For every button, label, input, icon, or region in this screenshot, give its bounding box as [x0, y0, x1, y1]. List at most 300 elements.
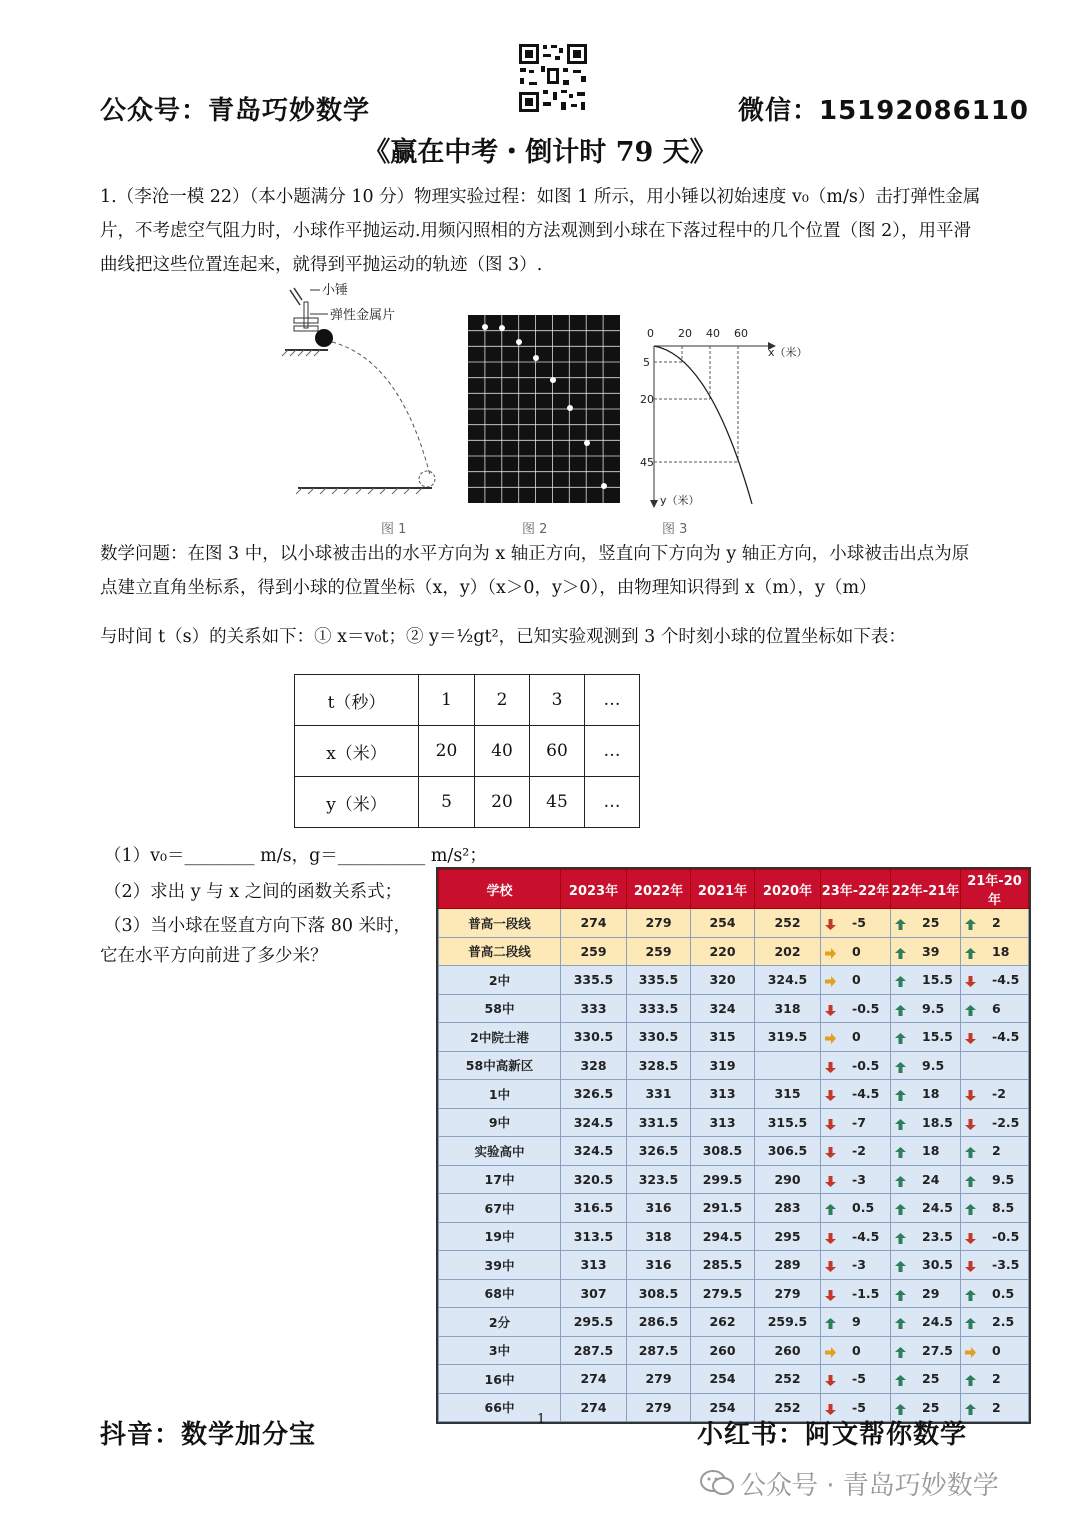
- diff-value: 18: [992, 943, 1010, 959]
- cell-school: 19中: [439, 1222, 561, 1251]
- table-row: y（米） 5 20 45 …: [295, 777, 640, 828]
- arrow-up-icon: [895, 1118, 906, 1129]
- cell-diff: [891, 1194, 961, 1223]
- cell-diff: [821, 1365, 891, 1394]
- cell-y22: 333.5: [627, 994, 691, 1023]
- score-table-header: 23年-22年: [821, 870, 891, 909]
- figure-3: [640, 322, 810, 512]
- diff-value: -5: [852, 915, 866, 931]
- cell-diff: [961, 1023, 1029, 1052]
- problem-relation: 与时间 t（s）的关系如下：① x＝v₀t；② y＝½gt²，已知实验观测到 3 个时刻小球的位置坐标如下表：: [100, 627, 906, 647]
- table-row: [439, 1051, 1029, 1080]
- arrow-down-icon: [825, 1146, 836, 1157]
- arrow-down-icon: [825, 1232, 836, 1243]
- cell-diff: [961, 1165, 1029, 1194]
- cell-y21: 279.5: [691, 1279, 755, 1308]
- cell-y20: 295: [755, 1222, 821, 1251]
- arrow-down-icon: [825, 1118, 836, 1129]
- cell-diff: [891, 1023, 961, 1052]
- score-table: [436, 867, 1031, 1424]
- arrow-up-icon: [965, 1004, 976, 1015]
- diff-value: 18.5: [922, 1114, 953, 1130]
- table-row: x（米） 20 40 60 …: [295, 726, 640, 777]
- table-row: [439, 1165, 1029, 1194]
- cell-diff: [891, 909, 961, 938]
- cell-y22: 316: [627, 1251, 691, 1280]
- cell-diff: [961, 1393, 1029, 1422]
- diff-value: 18: [922, 1086, 940, 1102]
- score-table-header: 2022年: [627, 870, 691, 909]
- cell-diff: [891, 1365, 961, 1394]
- fig3-y-tick: 5: [643, 356, 650, 369]
- cell-y20: 252: [755, 1393, 821, 1422]
- footer-right: 小红书：阿文帮你数学: [697, 1420, 968, 1450]
- arrow-up-icon: [965, 1175, 976, 1186]
- diff-value: 27.5: [922, 1342, 953, 1358]
- cell-y21: 308.5: [691, 1137, 755, 1166]
- cell-y21: 220: [691, 937, 755, 966]
- cell-y20: [755, 1051, 821, 1080]
- diff-value: -4.5: [992, 972, 1020, 988]
- cell-y20: 318: [755, 994, 821, 1023]
- diff-value: -4.5: [852, 1086, 880, 1102]
- arrow-down-icon: [965, 1089, 976, 1100]
- arrow-up-icon: [895, 1346, 906, 1357]
- cell-y20: 315: [755, 1080, 821, 1109]
- cell-y21: 254: [691, 1365, 755, 1394]
- cell-diff: [891, 1279, 961, 1308]
- diff-value: 0: [852, 1342, 861, 1358]
- score-table-header: 22年-21年: [891, 870, 961, 909]
- arrow-down-icon: [825, 1289, 836, 1300]
- arrow-up-icon: [895, 1289, 906, 1300]
- cell-y23: 324.5: [561, 1137, 627, 1166]
- diff-value: -3.5: [992, 1257, 1020, 1273]
- cell-y22: 316: [627, 1194, 691, 1223]
- cell-diff: [821, 1251, 891, 1280]
- cell-y22: 328.5: [627, 1051, 691, 1080]
- cell-diff: [891, 1137, 961, 1166]
- cell-y23: 316.5: [561, 1194, 627, 1223]
- diff-value: 2.5: [992, 1314, 1015, 1330]
- cell-y23: 330.5: [561, 1023, 627, 1052]
- cell-y23: 295.5: [561, 1308, 627, 1337]
- arrow-up-icon: [895, 1089, 906, 1100]
- cell-y20: 306.5: [755, 1137, 821, 1166]
- cell-y21: 294.5: [691, 1222, 755, 1251]
- diff-value: 25: [922, 1399, 940, 1415]
- cell-y22: 335.5: [627, 966, 691, 995]
- question-2: （2）求出 y 与 x 之间的函数关系式；: [104, 882, 403, 902]
- cell-y23: 307: [561, 1279, 627, 1308]
- header-right: 微信：15192086110: [738, 96, 1029, 126]
- cell-school: 39中: [439, 1251, 561, 1280]
- diff-value: 0.5: [852, 1200, 875, 1216]
- cell-y20: 315.5: [755, 1108, 821, 1137]
- cell-y23: 333: [561, 994, 627, 1023]
- cell-y20: 279: [755, 1279, 821, 1308]
- cell-y21: 260: [691, 1336, 755, 1365]
- cell-diff: [821, 909, 891, 938]
- diff-value: 9.5: [992, 1171, 1015, 1187]
- page-title: 《赢在中考・倒计时 79 天》: [363, 137, 717, 168]
- diff-value: 0: [852, 943, 861, 959]
- cell-y21: 299.5: [691, 1165, 755, 1194]
- cell-y22: 318: [627, 1222, 691, 1251]
- arrow-right-icon: [825, 1032, 836, 1043]
- fig3-y-label: y（米）: [660, 494, 700, 507]
- arrow-up-icon: [895, 1260, 906, 1271]
- arrow-up-icon: [965, 947, 976, 958]
- arrow-up-icon: [965, 1146, 976, 1157]
- cell-y21: 319: [691, 1051, 755, 1080]
- arrow-down-icon: [825, 1089, 836, 1100]
- cell-school: 68中: [439, 1279, 561, 1308]
- diff-value: -5: [852, 1399, 866, 1415]
- arrow-up-icon: [895, 918, 906, 929]
- fig3-x-label: x（米）: [768, 346, 808, 359]
- data-table: [294, 674, 640, 828]
- cell-y21: 324: [691, 994, 755, 1023]
- cell-y22: 331: [627, 1080, 691, 1109]
- diff-value: 18: [922, 1143, 940, 1159]
- cell-school: 58中: [439, 994, 561, 1023]
- arrow-up-icon: [895, 1317, 906, 1328]
- cell-diff: [961, 909, 1029, 938]
- arrow-up-icon: [965, 1403, 976, 1414]
- score-table-header: 2020年: [755, 870, 821, 909]
- cell-diff: [821, 1023, 891, 1052]
- diff-value: 24: [922, 1171, 940, 1187]
- cell-school: 3中: [439, 1336, 561, 1365]
- figure-2: [468, 315, 620, 503]
- cell-diff: [821, 1194, 891, 1223]
- cell-y20: 290: [755, 1165, 821, 1194]
- cell-y21: 315: [691, 1023, 755, 1052]
- diff-value: 2: [992, 915, 1001, 931]
- cell-diff: [821, 1108, 891, 1137]
- arrow-up-icon: [965, 918, 976, 929]
- arrow-down-icon: [825, 1260, 836, 1271]
- cell-diff: [961, 1336, 1029, 1365]
- cell-diff: [961, 1279, 1029, 1308]
- cell-y22: 286.5: [627, 1308, 691, 1337]
- diff-value: -7: [852, 1114, 866, 1130]
- cell-school: 16中: [439, 1365, 561, 1394]
- arrow-down-icon: [965, 975, 976, 986]
- cell-y21: 313: [691, 1080, 755, 1109]
- cell-school: 9中: [439, 1108, 561, 1137]
- cell-y20: 202: [755, 937, 821, 966]
- cell-y20: 252: [755, 1365, 821, 1394]
- watermark: [700, 1465, 999, 1504]
- cell-y20: 319.5: [755, 1023, 821, 1052]
- cell-diff: [961, 937, 1029, 966]
- cell-diff: [821, 1222, 891, 1251]
- fig3-x-tick: 0: [647, 327, 654, 340]
- cell-y22: 279: [627, 909, 691, 938]
- diff-value: 23.5: [922, 1228, 953, 1244]
- diff-value: 0: [992, 1342, 1001, 1358]
- cell-school: 普高二段线: [439, 937, 561, 966]
- fig1-label-plate: 弹性金属片: [330, 308, 396, 323]
- cell-y23: 328: [561, 1051, 627, 1080]
- cell-y22: 323.5: [627, 1165, 691, 1194]
- table-row: [439, 994, 1029, 1023]
- arrow-down-icon: [965, 1118, 976, 1129]
- arrow-up-icon: [895, 1061, 906, 1072]
- diff-value: -2: [992, 1086, 1006, 1102]
- diff-value: -3: [852, 1257, 866, 1273]
- cell-diff: [891, 1108, 961, 1137]
- arrow-down-icon: [825, 1004, 836, 1015]
- cell-y22: 330.5: [627, 1023, 691, 1052]
- cell-diff: [821, 994, 891, 1023]
- diff-value: -0.5: [992, 1228, 1020, 1244]
- cell-diff: [821, 937, 891, 966]
- cell-diff: [891, 1051, 961, 1080]
- cell-y20: 324.5: [755, 966, 821, 995]
- cell-diff: [961, 1365, 1029, 1394]
- cell-y23: 287.5: [561, 1336, 627, 1365]
- table-row: t（秒） 1 2 3 …: [295, 675, 640, 726]
- cell-diff: [891, 1251, 961, 1280]
- arrow-up-icon: [965, 1289, 976, 1300]
- watermark-text: 公众号 · 青岛巧妙数学: [740, 1471, 999, 1501]
- arrow-up-icon: [895, 975, 906, 986]
- arrow-down-icon: [965, 1232, 976, 1243]
- cell-y22: 287.5: [627, 1336, 691, 1365]
- caption-fig2: 图 2: [522, 522, 548, 537]
- arrow-right-icon: [825, 947, 836, 958]
- cell-diff: [961, 1308, 1029, 1337]
- table-row: [439, 937, 1029, 966]
- score-table-header: 2021年: [691, 870, 755, 909]
- table-row: [439, 1251, 1029, 1280]
- diff-value: 9: [852, 1314, 861, 1330]
- page-number: 1: [537, 1412, 546, 1427]
- arrow-up-icon: [825, 1203, 836, 1214]
- footer-left: 抖音：数学加分宝: [100, 1420, 317, 1450]
- diff-value: 39: [922, 943, 940, 959]
- diff-value: 25: [922, 1371, 940, 1387]
- cell-y21: 313: [691, 1108, 755, 1137]
- diff-value: 2: [992, 1143, 1001, 1159]
- cell-school: 17中: [439, 1165, 561, 1194]
- qr-code: [517, 42, 589, 114]
- arrow-up-icon: [895, 1232, 906, 1243]
- cell-y20: 259.5: [755, 1308, 821, 1337]
- table-row: [439, 1108, 1029, 1137]
- table-row: [439, 1080, 1029, 1109]
- cell-school: 2分: [439, 1308, 561, 1337]
- diff-value: 24.5: [922, 1200, 953, 1216]
- cell-diff: [961, 1051, 1029, 1080]
- cell-y20: 283: [755, 1194, 821, 1223]
- question-1: （1）v₀＝________ m/s，g＝__________ m/s²；: [104, 846, 487, 866]
- diff-value: 9.5: [922, 1057, 945, 1073]
- diff-value: -0.5: [852, 1000, 880, 1016]
- cell-diff: [821, 1165, 891, 1194]
- arrow-up-icon: [895, 947, 906, 958]
- header-left: 公众号：青岛巧妙数学: [100, 96, 371, 126]
- cell-diff: [961, 1194, 1029, 1223]
- table-row: [439, 1023, 1029, 1052]
- diff-value: -2: [852, 1143, 866, 1159]
- arrow-down-icon: [825, 918, 836, 929]
- caption-fig3: 图 3: [662, 522, 688, 537]
- cell-y21: 262: [691, 1308, 755, 1337]
- table-row: [439, 909, 1029, 938]
- cell-diff: [891, 1222, 961, 1251]
- fig3-x-tick: 40: [706, 327, 720, 340]
- cell-diff: [821, 1051, 891, 1080]
- cell-y23: 326.5: [561, 1080, 627, 1109]
- diff-value: -0.5: [852, 1057, 880, 1073]
- cell-school: 2中: [439, 966, 561, 995]
- cell-y21: 254: [691, 909, 755, 938]
- table-row: [439, 1279, 1029, 1308]
- cell-y23: 274: [561, 1393, 627, 1422]
- cell-school: 67中: [439, 1194, 561, 1223]
- diff-value: 15.5: [922, 972, 953, 988]
- diff-value: -2.5: [992, 1114, 1020, 1130]
- table-row: [439, 1194, 1029, 1223]
- diff-value: 29: [922, 1285, 940, 1301]
- cell-y23: 259: [561, 937, 627, 966]
- arrow-up-icon: [895, 1004, 906, 1015]
- cell-diff: [891, 966, 961, 995]
- score-table-header: 学校: [439, 870, 561, 909]
- cell-school: 2中院士港: [439, 1023, 561, 1052]
- table-row: [439, 1308, 1029, 1337]
- diff-value: -5: [852, 1371, 866, 1387]
- arrow-down-icon: [825, 1374, 836, 1385]
- cell-diff: [821, 1308, 891, 1337]
- diff-value: 0.5: [992, 1285, 1015, 1301]
- score-table-header: 2023年: [561, 870, 627, 909]
- arrow-down-icon: [825, 1175, 836, 1186]
- cell-y23: 313: [561, 1251, 627, 1280]
- arrow-up-icon: [825, 1317, 836, 1328]
- cell-diff: [891, 1336, 961, 1365]
- table-row: [439, 1365, 1029, 1394]
- cell-diff: [961, 1251, 1029, 1280]
- figure-1: [280, 280, 460, 510]
- arrow-down-icon: [825, 1403, 836, 1414]
- cell-diff: [961, 1108, 1029, 1137]
- cell-diff: [961, 1222, 1029, 1251]
- diff-value: 6: [992, 1000, 1001, 1016]
- question-3: （3）当小球在竖直方向下落 80 米时，: [104, 916, 412, 936]
- cell-y23: 324.5: [561, 1108, 627, 1137]
- cell-school: 普高一段线: [439, 909, 561, 938]
- arrow-up-icon: [895, 1403, 906, 1414]
- score-table-header: 21年-20年: [961, 870, 1029, 909]
- fig3-y-tick: 20: [640, 393, 654, 406]
- cell-diff: [961, 994, 1029, 1023]
- cell-y22: 279: [627, 1393, 691, 1422]
- cell-y20: 260: [755, 1336, 821, 1365]
- diff-value: 2: [992, 1371, 1001, 1387]
- table-row: [439, 1336, 1029, 1365]
- cell-diff: [891, 1165, 961, 1194]
- diff-value: -1.5: [852, 1285, 880, 1301]
- cell-school: 实验高中: [439, 1137, 561, 1166]
- fig3-y-tick: 45: [640, 456, 654, 469]
- arrow-up-icon: [895, 1203, 906, 1214]
- cell-diff: [961, 966, 1029, 995]
- table-row: [439, 1137, 1029, 1166]
- cell-y20: 252: [755, 909, 821, 938]
- cell-y23: 320.5: [561, 1165, 627, 1194]
- arrow-up-icon: [895, 1032, 906, 1043]
- problem-math: 数学问题：在图 3 中，以小球被击出的水平方向为 x 轴正方向，竖直向下方向为 y 轴正方向，小球被击出点为原点建立直角坐标系，得到小球的位置坐标（x，y）（x＞0，y＞0），由物理知识得到 x（m），y（m）: [100, 544, 970, 598]
- cell-diff: [891, 994, 961, 1023]
- cell-y23: 313.5: [561, 1222, 627, 1251]
- arrow-down-icon: [965, 1032, 976, 1043]
- cell-y22: 259: [627, 937, 691, 966]
- diff-value: -4.5: [852, 1228, 880, 1244]
- cell-y23: 335.5: [561, 966, 627, 995]
- fig3-x-tick: 60: [734, 327, 748, 340]
- cell-y23: 274: [561, 909, 627, 938]
- fig1-label-hammer: 小锤: [322, 283, 349, 298]
- question-3-cont: 它在水平方向前进了多少米？: [100, 946, 328, 966]
- arrow-up-icon: [965, 1203, 976, 1214]
- arrow-down-icon: [965, 1260, 976, 1271]
- arrow-up-icon: [895, 1175, 906, 1186]
- diff-value: -3: [852, 1171, 866, 1187]
- cell-diff: [821, 1279, 891, 1308]
- caption-fig1: 图 1: [381, 522, 407, 537]
- diff-value: 9.5: [922, 1000, 945, 1016]
- cell-y22: 331.5: [627, 1108, 691, 1137]
- diff-value: 8.5: [992, 1200, 1015, 1216]
- cell-diff: [961, 1137, 1029, 1166]
- fig3-x-tick: 20: [678, 327, 692, 340]
- arrow-right-icon: [965, 1346, 976, 1357]
- cell-school: 1中: [439, 1080, 561, 1109]
- diff-value: 0: [852, 972, 861, 988]
- arrow-up-icon: [895, 1374, 906, 1385]
- table-row: [439, 966, 1029, 995]
- wechat-icon: [700, 1469, 734, 1504]
- cell-diff: [891, 1080, 961, 1109]
- cell-y22: 308.5: [627, 1279, 691, 1308]
- cell-y20: 289: [755, 1251, 821, 1280]
- cell-school: 58中高新区: [439, 1051, 561, 1080]
- diff-value: -4.5: [992, 1029, 1020, 1045]
- cell-y23: 274: [561, 1365, 627, 1394]
- cell-diff: [961, 1080, 1029, 1109]
- diff-value: 15.5: [922, 1029, 953, 1045]
- arrow-right-icon: [825, 975, 836, 986]
- cell-diff: [891, 937, 961, 966]
- diff-value: 24.5: [922, 1314, 953, 1330]
- cell-diff: [821, 1336, 891, 1365]
- cell-y21: 285.5: [691, 1251, 755, 1280]
- cell-y21: 254: [691, 1393, 755, 1422]
- cell-y22: 326.5: [627, 1137, 691, 1166]
- diff-value: 0: [852, 1029, 861, 1045]
- diff-value: 25: [922, 915, 940, 931]
- problem-intro: 1.（李沧一模 22）（本小题满分 10 分）物理实验过程：如图 1 所示，用小锤以初始速度 v₀（m/s）击打弹性金属片，不考虑空气阻力时，小球作平抛运动.用频闪照相的方法观测到小球在下落过程中的几个位置（图 2），用平滑曲线把这些位置连起来，就得到平抛运动的轨迹（图 3）.: [100, 187, 981, 275]
- cell-diff: [821, 966, 891, 995]
- arrow-up-icon: [895, 1146, 906, 1157]
- cell-y22: 279: [627, 1365, 691, 1394]
- diff-value: 2: [992, 1399, 1001, 1415]
